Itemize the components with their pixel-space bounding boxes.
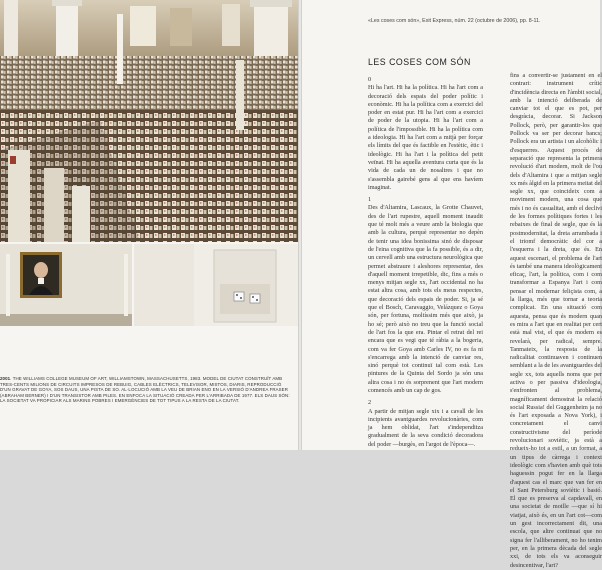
paragraph: Des d'Altamira, Lascaux, la Grotte Chauvet, des de l'art rupestre, aquell moment inaudit que té molt més a veure amb la biologia que amb la cultura, perquè representar no depèn de tenir una idea bonissima sinó de disposar de l'eina cognitiva que la fa possible, és a dir, un cervell amb una estructura neurològica que permet abstraure i aleshores representar, des d'aquell moment irrepetible, dic, fins a més o menys mitjan segle xx, l'art occidental no ha estat altra cosa, amb tots els meus respectes, que decoració dels espais de poder. Si, ja sé que el Bosch, Caravaggio, Velázquez o Goya són, per fortuna, moltíssim més que això, ja ho sé; però això no treu que la funció social de l'art fos la que era. Pintar el retrat del rei encara que es vegi que té ràbia a la bogeria, com va fer Goya amb Carles IV, no es fa ni s'encarrega amb la intenció de canviar res, sinó perquè tot continuï tal com està. Les pintures de la Quinta del Sordo ja són una altra cosa i no és sorprenent que l'art modern comencés amb un cap de gos.: [368, 204, 483, 394]
section-number: 2: [368, 399, 372, 407]
source-reference: «Les coses com són», Exit Express, núm. 22 (octubre de 2006), pp. 8-11.: [368, 18, 541, 24]
text-column-2: [510, 72, 602, 569]
paragraph: fins a convertir-se justament en el contrari: instrument crític d'incidència directa en l'àmbit social, amb la intenció deliberada de canviar tot el que es pot, per desgràcia, decorar. Si Jackson Pollock, però, per garantir-los que Pollock va ser per decorar bancs; Pollock era un artista i un alcohòlic i d'esquerres. Aquest procés de separació que representa la primera revolució d'art modern, molt de l'ou dels d'Altamira i que a mitjan segle xx més àlgid en la primera meitat del segle xx, que coincideix com a moviment modern, una cosa que més i no és casualitat, amb el declivi de les formes polítiques fortes i les rebaixes de final de segle, que és la postmodernitat, la dreta arrambada i el triomf democràtic del cor a l'esquerra i la dreta, que és. En aquest escenari, el problema de l'art és també una manera ideològicament eficaç, l'art, la política, com i com transformar a Espanya l'art i com pensar el modernar feliçista com, a la llarga, més que tornar a teoria complicat. En una situació com aquesta, pensa que és modern quan es mira a l'art que en realitat per cert està mal vist, el que és modern es revelarà, per radical, sempre. Tanmateix, la resposta de la radicalitat continuaven i continuen semblant a la de les avantguardes del segle xx, tots aquells noms que per activa o per passiva d'ideologia, s'enfronten al problema, magníficament demostrat la relació social Russia! del Guggenheim ja no és l'art exposada a Nova York), i concretament el canvi constructivisme del període revolucionari soviètic, ja està a redueix-ho tot a estil, a un format, a un tipus de càrrega i context ideològic com s'havien amb què tots haguessin pogut fer en la llarga d'aquest cas el marc que van fer en el Sant Petersburg soviètic i bastó. El que es preserva al capdavall, en una societat de motlle —que sí hi viatjat, això és, en un l'art cot—com un gest incorrectament dit, una escola, que altre continuat que no signa fer l'alliberament, no ho tenim per, en la primera dècada del segle xxi, de tots els va aconseguir desincentivar, l'art?: [510, 72, 602, 569]
installation-image: [0, 0, 298, 242]
figure-caption: [0, 376, 290, 404]
portrait-photo: [0, 244, 132, 326]
vitrine-image: [134, 244, 298, 326]
section-number: 0: [368, 76, 372, 83]
caption-text: . THE WILLIAMS COLLEGE MUSEUM OF ART, WILLIAMSTOWN, MASSACHUSETTS, 1983. MODEL DE CIUTAT CONSTRUÏT AMB TRES-CENTS MILIONS DE CIRCUITS IMPRESOS DE REBUIG, CABLES ELÈCTRICS, TELEVISOR, MISTOS, DIARIS, REPRODUCCIÓ D'UN GRAVAT DE GOYA, SOS DAUS, UNA PISTA DE SO. AL·LOCUCIÓ AMB LA VEU DE BRIAN ENO EN LA VERSIÓ D'ANDREA FRASER (ABRAHAM BERNER) I D'UN TRANSISTOR AMB PILES. EN ENFOCA LA SITUACIÓ CREADA PER L'ARRIBADA DE 1977. ELS DAUS SÓN: LA SOCIETAT VA PROPICIAR ALS MARINS POBRES I EMERGÈNCIES DE TOT TIPUS A LA RESTA DE LA CIUTAT.: [0, 376, 290, 404]
vitrine-photo: [134, 244, 298, 326]
caption-lead: 2001: [0, 376, 11, 381]
section-number: 1: [368, 196, 372, 204]
portrait-image: [0, 244, 132, 326]
paragraph: Hi ha l'art. Hi ha la política. Hi ha l'art com a decoració dels espais del poder polític i econòmic. Hi ha la política com a exercici del poder en estat pur. Hi ha l'art com a exercici de poder de la utopia. Hi ha l'art com a política de l'impossible. Hi ha la política com a ideologia. Hi ha l'art com a mitjà per forçar els límits del que és factible en l'estètic, ètic i ideològic. Hi ha l'art i la política del petit veïnat. Hi ha aquella aventura curta que és la vida de cada un de nosaltres i que no s'assembla gairebé gens al que ens havíem imaginat.: [368, 84, 483, 191]
article-title: LES COSES COM SÓN: [368, 57, 471, 67]
book-gutter: [298, 0, 302, 450]
installation-photo: [0, 0, 298, 242]
text-column-1: [368, 72, 483, 448]
paragraph: A partir de mitjan segle xix i a cavall de les incipients avantguardes revolucionàries, com ja hem oblidat, l'art s'independitza gradualment de la seva condició decoradora del poder —burgès, en l'argot de l'època—.: [368, 407, 483, 448]
